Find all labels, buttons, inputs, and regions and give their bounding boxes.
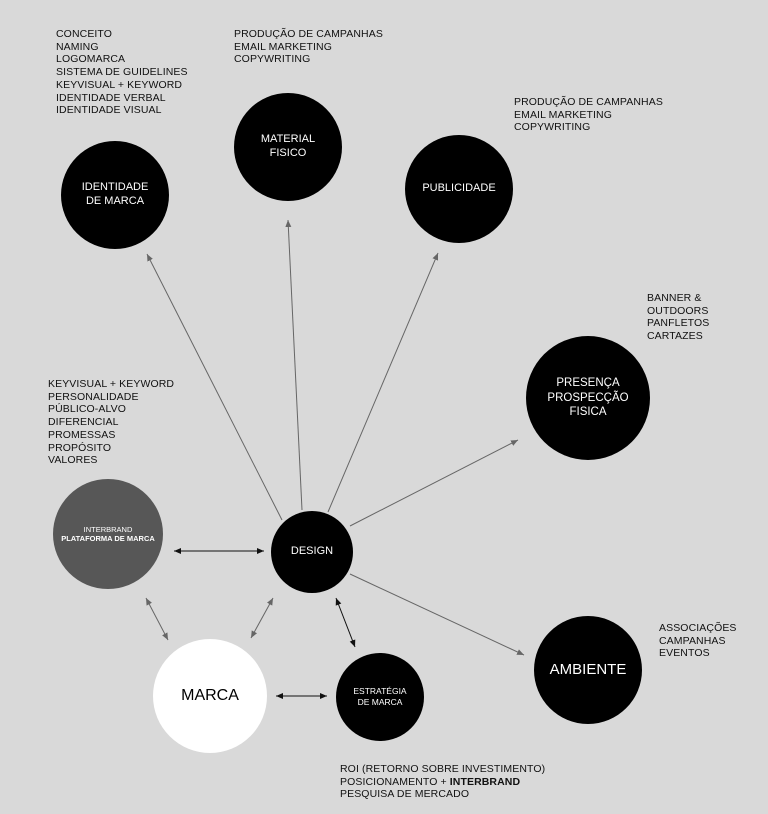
arrow-design-material [288, 220, 302, 510]
node-label: IDENTIDADE [81, 181, 149, 194]
list-item: PRODUÇÃO DE CAMPANHAS [514, 96, 663, 108]
list-item: SISTEMA DE GUIDELINES [56, 66, 188, 79]
list-item: KEYVISUAL + KEYWORD [56, 78, 183, 91]
node-label: PUBLICIDADE [422, 182, 496, 195]
list-item: PANFLETOS [647, 317, 710, 330]
list-item: PÚBLICO-ALVO [48, 403, 127, 416]
node-material-fisico [234, 93, 342, 201]
node-label: FISICO [269, 147, 307, 159]
list-item: LOGOMARCA [56, 53, 126, 66]
list-item: CARTAZES [647, 330, 703, 343]
node-presenca [526, 336, 650, 460]
node-marca [153, 639, 267, 753]
node-ambiente [534, 616, 642, 724]
node-label: MARCA [181, 687, 239, 704]
list-identidade [56, 28, 188, 117]
arrow-design-presenca [350, 440, 518, 526]
node-label: MATERIAL [260, 133, 316, 146]
arrow-design-publicidade [328, 253, 438, 512]
list-item: COPYWRITING [234, 53, 311, 66]
list-item: PESQUISA DE MERCADO [340, 788, 470, 801]
node-label: PROSPECÇÃO FISICA [547, 391, 629, 419]
list-estrategia [340, 763, 545, 801]
list-item-text: POSICIONAMENTO + [340, 775, 450, 788]
list-item: EMAIL MARKETING [514, 108, 612, 121]
list-item [340, 776, 545, 789]
list-plataforma [48, 378, 174, 467]
list-item: PERSONALIDADE [48, 390, 139, 403]
node-label: PRESENÇA [556, 377, 620, 390]
list-presenca [647, 292, 709, 343]
node-label: DE MARCA [357, 697, 403, 707]
node-label: DE MARCA [85, 195, 145, 207]
list-item: VALORES [48, 454, 98, 467]
list-item: ROI (RETORNO SOBRE INVESTIMENTO) [340, 763, 546, 775]
list-item: EMAIL MARKETING [234, 40, 332, 53]
node-label: INTERBRAND [83, 524, 133, 534]
list-item: BANNER & [647, 292, 702, 304]
list-item: PROPÓSITO [48, 441, 112, 454]
list-item: IDENTIDADE VERBAL [56, 91, 166, 104]
list-material [234, 28, 383, 66]
arrow-design-ambiente [350, 574, 524, 655]
list-item: IDENTIDADE VISUAL [56, 104, 162, 117]
list-item: PROMESSAS [48, 428, 116, 441]
list-item: EVENTOS [659, 647, 710, 660]
list-item: CONCEITO [56, 28, 113, 40]
list-item: KEYVISUAL + KEYWORD [48, 378, 175, 390]
node-plataforma-de-marca [53, 479, 163, 589]
list-item: DIFERENCIAL [48, 416, 119, 429]
node-design [271, 511, 353, 593]
list-item: ASSOCIAÇÕES [659, 622, 737, 634]
node-label: PLATAFORMA DE MARCA [61, 534, 155, 543]
list-publicidade [514, 96, 663, 134]
list-ambiente [659, 622, 737, 660]
list-item: COPYWRITING [514, 121, 591, 134]
list-item: OUTDOORS [647, 304, 709, 317]
arrow-marca-design [251, 598, 273, 638]
list-item: NAMING [56, 40, 99, 53]
node-label: AMBIENTE [549, 660, 627, 678]
node-identidade-de-marca [61, 141, 169, 249]
arrow-plataforma-marca [146, 598, 168, 640]
list-item: CAMPANHAS [659, 634, 726, 647]
arrow-design-estrategia [336, 598, 355, 647]
node-label: ESTRATÉGIA [353, 686, 407, 697]
list-item: PRODUÇÃO DE CAMPANHAS [234, 28, 383, 40]
node-estrategia-de-marca [336, 653, 424, 741]
node-label: DESIGN [290, 545, 334, 558]
node-publicidade [405, 135, 513, 243]
list-item-emphasis: INTERBRAND [449, 775, 521, 788]
